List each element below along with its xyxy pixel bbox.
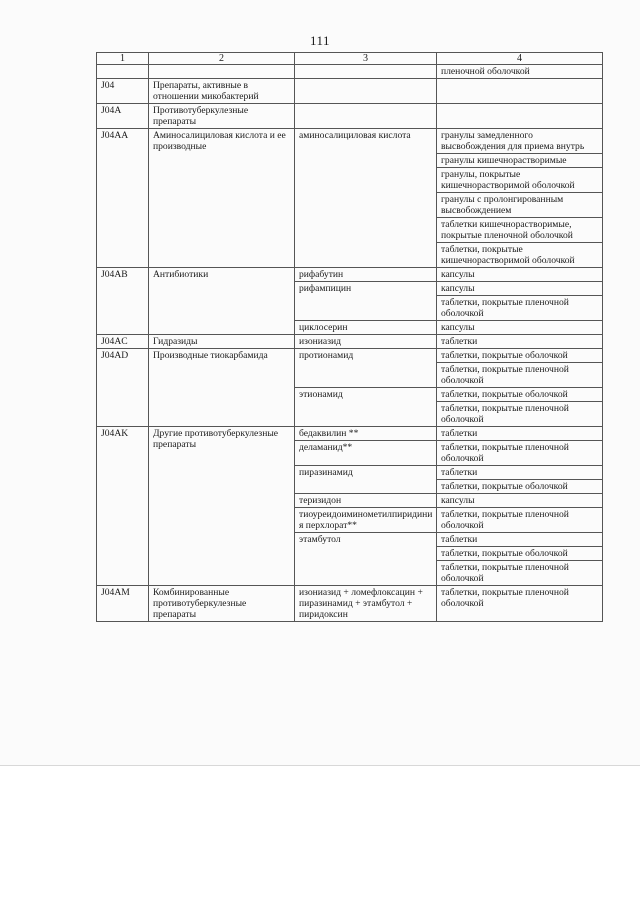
table-row [97, 586, 603, 622]
drug-name-cell: изониазид + ломефлоксацин + пиразинамид + этамбутол + пиридоксин [295, 586, 437, 622]
table-row [97, 65, 603, 79]
drug-name-cell: изониазид [295, 335, 437, 349]
column-header: 2 [149, 53, 295, 65]
group-name-cell: Противотуберкулезные препараты [149, 104, 295, 129]
dosage-form-cell: таблетки [437, 335, 603, 349]
drug-name-cell [295, 79, 437, 104]
drug-name-cell: этамбутол [295, 533, 437, 586]
drug-name-cell: этионамид [295, 388, 437, 427]
dosage-form-cell: таблетки, покрытые пленочной оболочкой [437, 586, 603, 622]
dosage-form-cell [437, 104, 603, 129]
drug-name-cell: аминосалициловая кислота [295, 129, 437, 268]
drug-name-cell: циклосерин [295, 321, 437, 335]
drug-name-cell: теризидон [295, 494, 437, 508]
dosage-form-cell: гранулы, покрытые кишечнорастворимой оболочкой [437, 168, 603, 193]
atc-code-cell: J04 [97, 79, 149, 104]
dosage-form-cell: гранулы замедленного высвобождения для приема внутрь [437, 129, 603, 154]
drug-name-cell: бедаквилин ** [295, 427, 437, 441]
dosage-form-cell: капсулы [437, 268, 603, 282]
drug-name-cell: тиоуреидоиминометилпиридиния перхлорат** [295, 508, 437, 533]
atc-code-cell: J04AK [97, 427, 149, 586]
page-number: 111 [309, 33, 331, 48]
table-row [97, 79, 603, 104]
dosage-form-cell [437, 79, 603, 104]
atc-code-cell [97, 65, 149, 79]
drug-name-cell: рифабутин [295, 268, 437, 282]
group-name-cell: Другие противотуберкулезные препараты [149, 427, 295, 586]
atc-code-cell: J04AC [97, 335, 149, 349]
group-name-cell: Комбинированные противотуберкулезные препараты [149, 586, 295, 622]
dosage-form-cell: таблетки, покрытые оболочкой [437, 349, 603, 363]
group-name-cell: Аминосалициловая кислота и ее производные [149, 129, 295, 268]
group-name-cell: Препараты, активные в отношении микобактерий [149, 79, 295, 104]
drug-name-cell: протионамид [295, 349, 437, 388]
atc-code-cell: J04AD [97, 349, 149, 427]
dosage-form-cell: таблетки, покрытые пленочной оболочкой [437, 441, 603, 466]
table-row [97, 104, 603, 129]
dosage-form-cell: таблетки кишечнорастворимые, покрытые пленочной оболочкой [437, 218, 603, 243]
dosage-form-cell: пленочной оболочкой [437, 65, 603, 79]
drug-name-cell: рифампицин [295, 282, 437, 321]
table-row [97, 427, 603, 441]
group-name-cell [149, 65, 295, 79]
group-name-cell: Производные тиокарбамида [149, 349, 295, 427]
dosage-form-cell: таблетки, покрытые оболочкой [437, 547, 603, 561]
atc-code-cell: J04AM [97, 586, 149, 622]
dosage-form-cell: таблетки, покрытые пленочной оболочкой [437, 402, 603, 427]
dosage-form-cell: таблетки, покрытые пленочной оболочкой [437, 508, 603, 533]
dosage-form-cell: таблетки, покрытые пленочной оболочкой [437, 561, 603, 586]
table-row [97, 268, 603, 282]
table-header-row [97, 53, 603, 65]
dosage-form-cell: таблетки, покрытые кишечнорастворимой оболочкой [437, 243, 603, 268]
group-name-cell: Антибиотики [149, 268, 295, 335]
dosage-form-cell: таблетки, покрытые пленочной оболочкой [437, 363, 603, 388]
group-name-cell: Гидразиды [149, 335, 295, 349]
dosage-form-cell: гранулы с пролонгированным высвобождением [437, 193, 603, 218]
drug-classification-table [96, 52, 603, 622]
table-row [97, 129, 603, 154]
table-row [97, 349, 603, 363]
column-header: 3 [295, 53, 437, 65]
drug-name-cell [295, 104, 437, 129]
dosage-form-cell: таблетки [437, 533, 603, 547]
atc-code-cell: J04A [97, 104, 149, 129]
dosage-form-cell: капсулы [437, 321, 603, 335]
drug-name-cell [295, 65, 437, 79]
drug-name-cell: деламанид** [295, 441, 437, 466]
dosage-form-cell: гранулы кишечнорастворимые [437, 154, 603, 168]
drug-name-cell: пиразинамид [295, 466, 437, 494]
column-header: 4 [437, 53, 603, 65]
dosage-form-cell: капсулы [437, 282, 603, 296]
dosage-form-cell: таблетки, покрытые пленочной оболочкой [437, 296, 603, 321]
dosage-form-cell: таблетки [437, 427, 603, 441]
dosage-form-cell: таблетки, покрытые оболочкой [437, 388, 603, 402]
dosage-form-cell: таблетки [437, 466, 603, 480]
dosage-form-cell: таблетки, покрытые оболочкой [437, 480, 603, 494]
column-header: 1 [97, 53, 149, 65]
dosage-form-cell: капсулы [437, 494, 603, 508]
atc-code-cell: J04AB [97, 268, 149, 335]
atc-code-cell: J04AA [97, 129, 149, 268]
table-row [97, 335, 603, 349]
